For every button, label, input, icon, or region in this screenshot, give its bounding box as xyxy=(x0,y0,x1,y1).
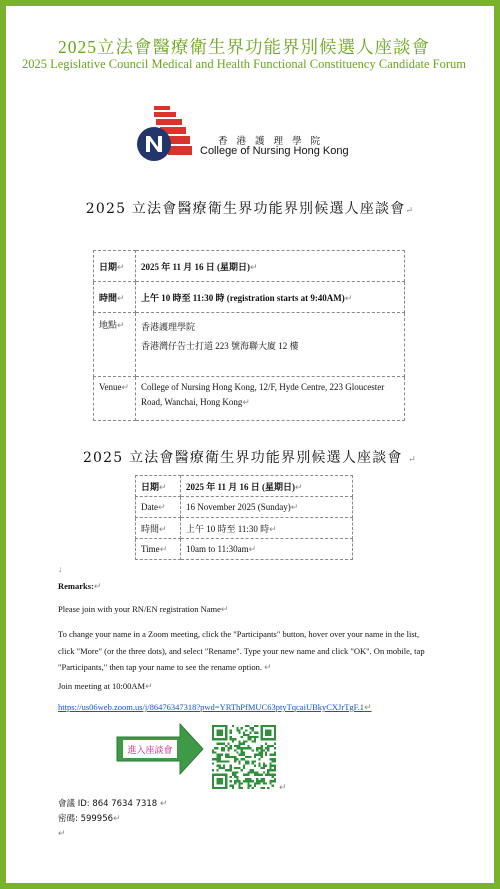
venue-zh-line2: 香港灣仔告士打道 223 號海聯大廈 12 樓 xyxy=(141,341,299,351)
zoom-meeting-link[interactable]: https://us06web.zoom.us/j/86476347318?pwd=YRThPfMUC63ptyTqcaiUBkyCXJrTgF.1↵ xyxy=(58,702,372,712)
table-row xyxy=(94,377,405,421)
time-label: 時間↵ xyxy=(94,282,136,313)
college-logo-icon xyxy=(134,100,194,166)
table-row xyxy=(94,313,405,377)
time-value: 上午 10 時至 11:30 時 (registration starts at 9:40AM)↵ xyxy=(136,282,405,313)
date-en-value: 16 November 2025 (Sunday)↵ xyxy=(181,497,353,518)
page-title-en: 2025 Legislative Council Medical and Health Functional Constituency Candidate Forum xyxy=(21,57,466,71)
date-zh-label: 日期↵ xyxy=(136,476,181,497)
time-zh-label: 時間↵ xyxy=(136,518,181,539)
date-en-label: Date↵ xyxy=(136,497,181,518)
heading-1: 2025 立法會醫療衛生界功能界別候選人座談會↵ xyxy=(85,201,415,217)
remarks-join-time: Join meeting at 10:00AM↵ xyxy=(58,681,153,691)
meeting-id: 會議 ID: 864 7634 7318 ↵ xyxy=(58,799,168,809)
paragraph-mark: ↵ xyxy=(58,828,66,838)
heading-1-text: 2025 立法會醫療衛生界功能界別候選人座談會 xyxy=(85,201,406,217)
table-row xyxy=(136,518,353,539)
time-zh-value: 上午 10 時至 11:30 時↵ xyxy=(181,518,353,539)
zoom-qr-code[interactable] xyxy=(212,725,276,789)
remarks-title: Remarks:↵ xyxy=(58,581,102,591)
venue-zh-value xyxy=(136,313,405,377)
heading-2-text: 2025 立法會醫療衛生界功能界別候選人座談會 xyxy=(82,450,403,466)
logo-name-en: College of Nursing Hong Kong xyxy=(200,145,349,157)
remarks-rename-instructions: To change your name in a Zoom meeting, click the "Participants" button, hover over your name in the list, click "More" (or the three dots), and select "Rename". Type your new name and click "OK". On mobile, tap "Participants," then tap your name to see the rename option. ↵ xyxy=(58,629,425,672)
remarks-line1: Please join with your RN/EN registration Name↵ xyxy=(58,604,229,614)
event-details-table xyxy=(93,250,405,421)
time-en-value: 10am to 11:30am↵ xyxy=(181,539,353,560)
table-row xyxy=(136,476,353,497)
page-title-zh: 2025立法會醫療衛生界功能界別候選人座談會 xyxy=(58,37,430,57)
enter-forum-label: 進入座談會 xyxy=(127,746,173,756)
venue-en-value: College of Nursing Hong Kong, 12/F, Hyde Centre, 223 Gloucester Road, Wanchai, Hong Kong↵ xyxy=(136,377,405,421)
date-zh-value: 2025 年 11 月 16 日 (星期日)↵ xyxy=(181,476,353,497)
paragraph-mark: ↵ xyxy=(279,782,287,792)
paragraph-mark: ↓ xyxy=(58,564,63,574)
date-value: 2025 年 11 月 16 日 (星期日)↵ xyxy=(136,251,405,282)
enter-forum-button[interactable] xyxy=(116,723,204,775)
table-row xyxy=(136,539,353,560)
logo-name-zh: 香 港 護 理 學 院 xyxy=(218,136,324,147)
venue-zh-label: 地點↵ xyxy=(94,313,136,377)
date-label: 日期↵ xyxy=(94,251,136,282)
table-row xyxy=(136,497,353,518)
heading-2: 2025 立法會醫療衛生界功能界別候選人座談會 ↵ xyxy=(82,450,418,466)
venue-en-label: Venue↵ xyxy=(94,377,136,421)
table-row xyxy=(94,282,405,313)
time-en-label: Time↵ xyxy=(136,539,181,560)
venue-zh-line1: 香港護理學院 xyxy=(141,322,196,332)
meeting-password: 密碼: 599956↵ xyxy=(58,814,121,824)
table-row xyxy=(94,251,405,282)
event-schedule-table xyxy=(135,475,353,560)
